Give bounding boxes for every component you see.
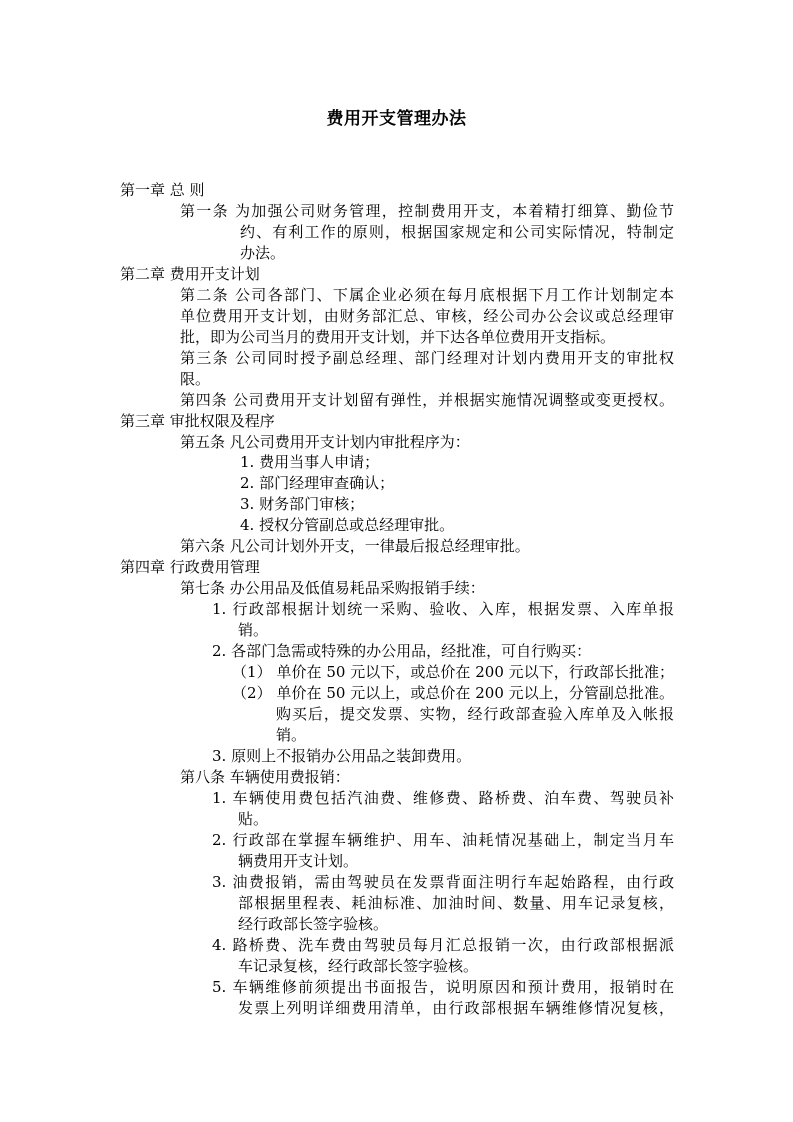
text-line: 3. 财务部门审核； bbox=[240, 495, 365, 513]
text-line: 第一条 为加强公司财务管理，控制费用开支，本着精打细算、勤俭节 bbox=[180, 202, 674, 220]
text-line: 2. 行政部在掌握车辆维护、用车、油耗情况基础上，制定当月车 bbox=[212, 831, 674, 849]
text-line: 第七条 办公用品及低值易耗品采购报销手续： bbox=[180, 579, 485, 597]
text-line: 第八条 车辆使用费报销： bbox=[180, 768, 350, 786]
text-line: 单位费用开支计划，由财务部汇总、审核，经公司办公会议或总经理审 bbox=[180, 307, 674, 325]
text-line: 1. 车辆使用费包括汽油费、维修费、路桥费、泊车费、驾驶员补 bbox=[212, 789, 674, 807]
text-line: 第三章 审批权限及程序 bbox=[120, 412, 275, 430]
text-line: 第四章 行政费用管理 bbox=[120, 558, 260, 576]
text-line: 经行政部长签字验核。 bbox=[238, 915, 389, 933]
text-line: 第二条 公司各部门、下属企业必须在每月底根据下月工作计划制定本 bbox=[180, 286, 674, 304]
text-line: 第一章 总 则 bbox=[120, 181, 205, 199]
text-line: （1） 单价在 50 元以下，或总价在 200 元以下，行政部长批准； bbox=[232, 663, 674, 681]
text-line: 销。 bbox=[238, 621, 269, 639]
text-line: 2. 各部门急需或特殊的办公用品，经批准，可自行购买： bbox=[212, 642, 592, 660]
text-line: 第二章 费用开支计划 bbox=[120, 265, 260, 283]
text-line: 3. 油费报销，需由驾驶员在发票背面注明行车起始路程，由行政 bbox=[212, 873, 674, 891]
document-title: 费用开支管理办法 bbox=[326, 109, 467, 129]
text-line: 1. 费用当事人申请； bbox=[240, 453, 380, 471]
text-line: 部根据里程表、耗油标准、加油时间、数量、用车记录复核， bbox=[238, 894, 674, 912]
text-line: 辆费用开支计划。 bbox=[238, 852, 359, 870]
text-line: 购买后，提交发票、实物，经行政部查验入库单及入帐报 bbox=[276, 705, 674, 723]
text-line: （2） 单价在 50 元以上，或总价在 200 元以上，分管副总批准。 bbox=[232, 684, 674, 702]
text-line: 1. 行政部根据计划统一采购、验收、入库，根据发票、入库单报 bbox=[212, 600, 674, 618]
text-line: 发票上列明详细费用清单，由行政部根据车辆维修情况复核， bbox=[238, 999, 674, 1017]
text-line: 第四条 公司费用开支计划留有弹性，并根据实施情况调整或变更授权。 bbox=[180, 391, 674, 409]
text-line: 5. 车辆维修前须提出书面报告，说明原因和预计费用，报销时在 bbox=[212, 978, 674, 996]
text-line: 约、有利工作的原则，根据国家规定和公司实际情况，特制定 bbox=[240, 223, 674, 241]
text-line: 3. 原则上不报销办公用品之装卸费用。 bbox=[212, 747, 472, 765]
text-line: 办法。 bbox=[240, 244, 286, 262]
text-line: 销。 bbox=[276, 726, 307, 744]
text-line: 2. 部门经理审查确认； bbox=[240, 474, 395, 492]
text-line: 第六条 凡公司计划外开支，一律最后报总经理审批。 bbox=[180, 537, 530, 555]
text-line: 4. 授权分管副总或总经理审批。 bbox=[240, 516, 455, 534]
text-line: 4. 路桥费、洗车费由驾驶员每月汇总报销一次，由行政部根据派 bbox=[212, 936, 674, 954]
text-line: 限。 bbox=[180, 370, 211, 388]
text-line: 第五条 凡公司费用开支计划内审批程序为： bbox=[180, 433, 470, 451]
text-line: 贴。 bbox=[238, 810, 269, 828]
text-line: 批，即为公司当月的费用开支计划，并下达各单位费用开支指标。 bbox=[180, 328, 616, 346]
text-line: 车记录复核，经行政部长签字验核。 bbox=[238, 957, 479, 975]
text-line: 第三条 公司同时授予副总经理、部门经理对计划内费用开支的审批权 bbox=[180, 349, 674, 367]
